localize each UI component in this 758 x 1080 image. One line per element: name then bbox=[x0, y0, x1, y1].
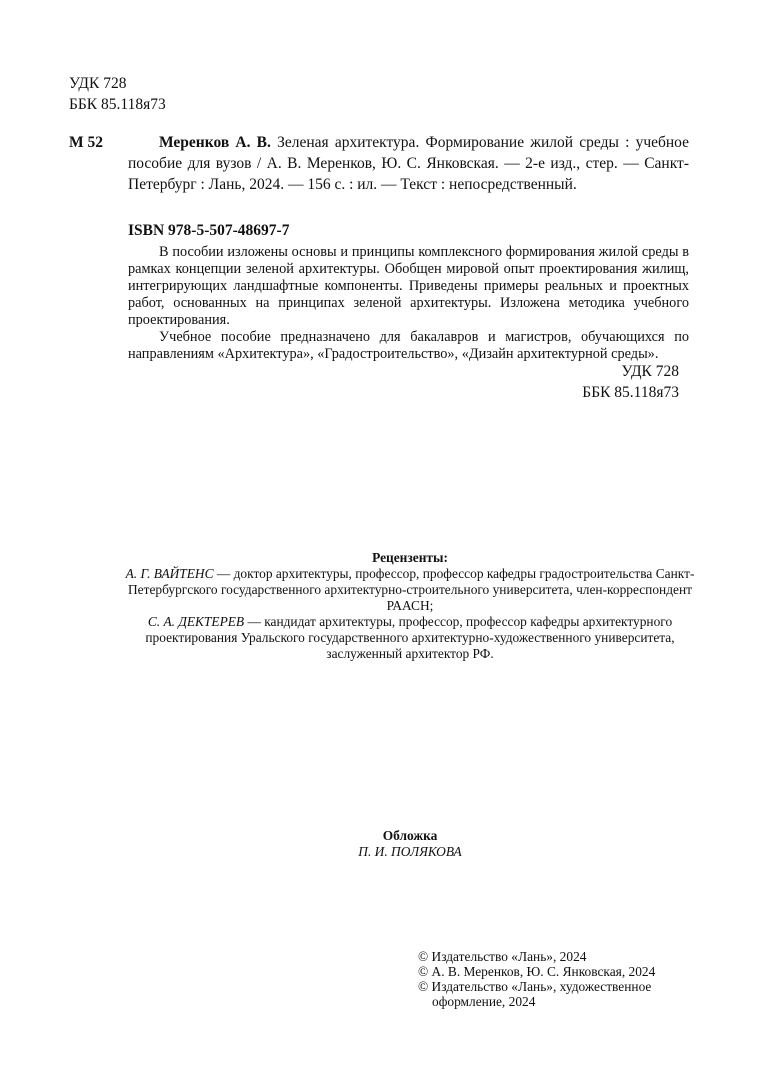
copyright-block bbox=[418, 949, 655, 1009]
reviewer-2-text: — кандидат архитектуры, профессор, профессор кафедры архитектурного проектирования Уральского государственного архитектурно-художественного университета, заслуженный архитектор РФ. bbox=[145, 614, 675, 661]
reviewer-2-name: С. А. ДЕКТЕРЕВ bbox=[147, 614, 245, 629]
copyright-line-3: © Издательство «Лань», художественное bbox=[418, 979, 652, 994]
cover-heading: Обложка bbox=[382, 828, 438, 843]
cover-credit bbox=[200, 828, 620, 860]
copyright-line-2: © А. В. Меренков, Ю. С. Янковская, 2024 bbox=[418, 964, 656, 979]
reviewer-1 bbox=[120, 566, 700, 614]
bbk-code: ББК 85.118я73 bbox=[69, 96, 166, 113]
reviewer-1-text: — доктор архитектуры, профессор, профессор кафедры градостроительства Санкт-Петербургского государственного архитектурно-строительного университета, член-корреспондент РААСН; bbox=[128, 566, 695, 613]
udk-code: УДК 728 bbox=[69, 75, 127, 92]
reviewer-1-name: А. Г. ВАЙТЕНС bbox=[125, 566, 214, 581]
classification-codes-right bbox=[582, 361, 679, 403]
reviewers-heading: Рецензенты: bbox=[372, 550, 448, 565]
classification-codes-top bbox=[69, 73, 166, 115]
udk-code-right: УДК 728 bbox=[621, 363, 679, 380]
author-name: Меренков А. В. bbox=[159, 134, 271, 151]
bbk-code-right: ББК 85.118я73 bbox=[582, 384, 679, 401]
reviewers-block bbox=[120, 550, 700, 662]
abstract-paragraph-2: Учебное пособие предназначено для бакалавров и магистров, обучающихся по направлениям «Архитектура», «Градостроительство», «Дизайн архитектурной среды». bbox=[128, 329, 689, 362]
abstract bbox=[128, 244, 689, 363]
bibliographic-text: Зеленая архитектура. Формирование жилой среды : учебное пособие для вузов / А. В. Меренков, Ю. С. Янковская. — 2-е изд., стер. — Санкт-Петербург : Лань, 2024. — 156 с. : ил. — Текст : непосредственный. bbox=[128, 134, 689, 193]
abstract-paragraph-1: В пособии изложены основы и принципы комплексного формирования жилой среды в рамках концепции зеленой архитектуры. Обобщен мировой опыт проектирования жилищ, интегрирующих ландшафтные компоненты. Приведены примеры реальных и проектных работ, основанных на принципах зеленой архитектуры. Изложена методика учебного проектирования. bbox=[128, 244, 689, 328]
bibliographic-record bbox=[128, 132, 689, 195]
copyright-line-4: оформление, 2024 bbox=[432, 994, 536, 1009]
author-mark: М 52 bbox=[69, 134, 104, 151]
reviewer-2 bbox=[120, 614, 700, 662]
cover-designer: П. И. ПОЛЯКОВА bbox=[358, 844, 462, 859]
isbn: ISBN 978-5-507-48697-7 bbox=[128, 222, 290, 239]
copyright-line-1: © Издательство «Лань», 2024 bbox=[418, 949, 587, 964]
